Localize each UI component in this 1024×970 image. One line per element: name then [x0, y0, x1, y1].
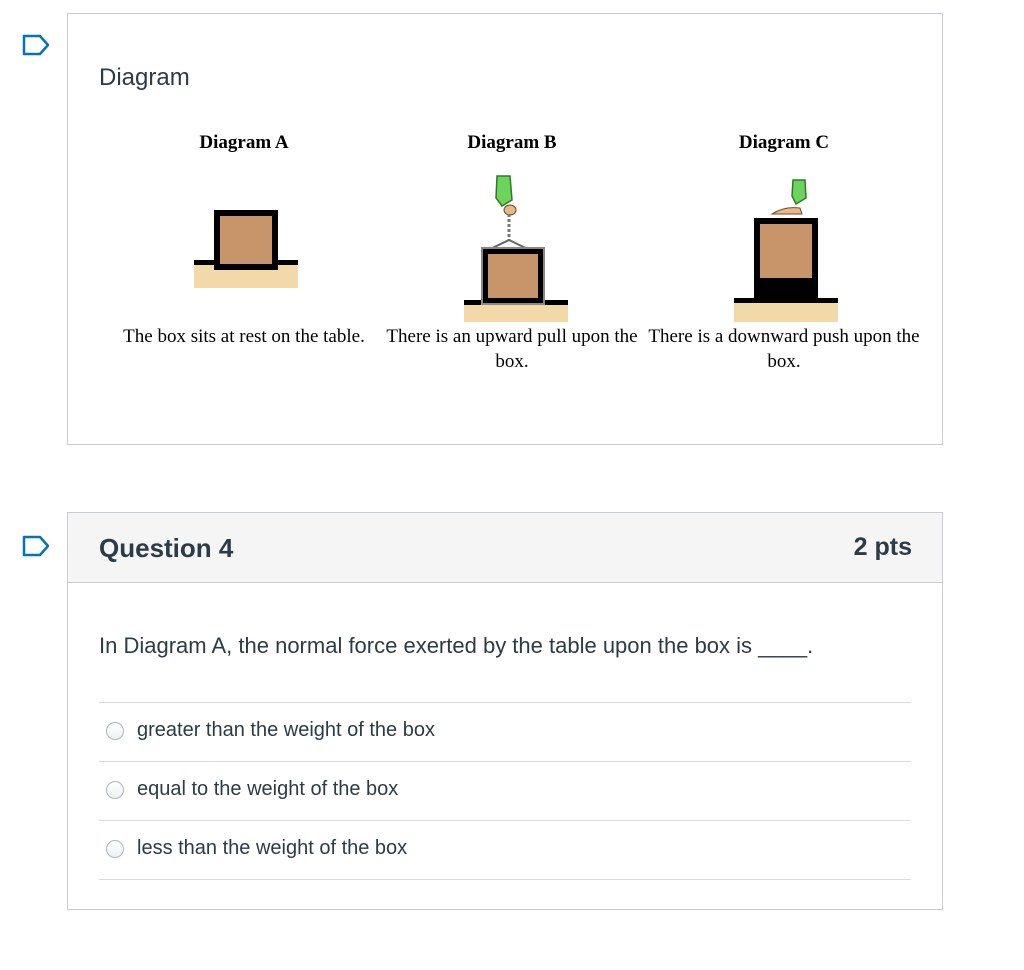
- answer-option[interactable]: [99, 820, 911, 880]
- fist-icon: [504, 205, 516, 215]
- flag-question-icon[interactable]: [22, 34, 50, 56]
- diagram-caption: There is an upward pull upon the box.: [386, 326, 638, 372]
- diagram-title: Diagram A: [199, 132, 289, 153]
- box: [488, 254, 538, 298]
- question-points: 2 pts: [853, 533, 912, 561]
- hand-icon: [496, 176, 512, 206]
- answer-option[interactable]: [99, 761, 911, 820]
- diagram-c-illustration: [644, 162, 924, 322]
- radio-button[interactable]: [106, 840, 124, 858]
- question-title: Question 4: [99, 533, 234, 563]
- answer-label[interactable]: less than the weight of the box: [137, 837, 408, 859]
- diagram-title: Diagram B: [467, 132, 557, 153]
- table-texture: [734, 300, 838, 322]
- diagram-card: [67, 13, 943, 445]
- diagram-title: Diagram C: [738, 132, 830, 153]
- answer-option[interactable]: [99, 702, 911, 761]
- question-header: [68, 513, 942, 583]
- diagram-a: [104, 132, 384, 392]
- palm-icon: [772, 208, 802, 214]
- answer-label[interactable]: equal to the weight of the box: [137, 778, 399, 800]
- diagram-caption: There is a downward push upon the box.: [648, 326, 920, 372]
- answer-label[interactable]: greater than the weight of the box: [137, 719, 435, 741]
- hand-icon: [792, 180, 806, 204]
- diagram-b-illustration: [372, 162, 652, 322]
- diagram-card-title: Diagram: [99, 64, 190, 91]
- box: [220, 216, 272, 264]
- flag-question-icon[interactable]: [22, 535, 50, 557]
- question-card: [67, 512, 943, 910]
- diagram-a-illustration: [104, 162, 384, 322]
- question-text: In Diagram A, the normal force exerted by the table upon the box is ____.: [99, 633, 814, 658]
- radio-button[interactable]: [106, 722, 124, 740]
- radio-button[interactable]: [106, 781, 124, 799]
- box: [760, 224, 812, 278]
- diagram-c: [644, 132, 924, 392]
- diagram-b: [372, 132, 652, 392]
- answer-list: [99, 702, 911, 880]
- diagram-caption: The box sits at rest on the table.: [123, 326, 365, 347]
